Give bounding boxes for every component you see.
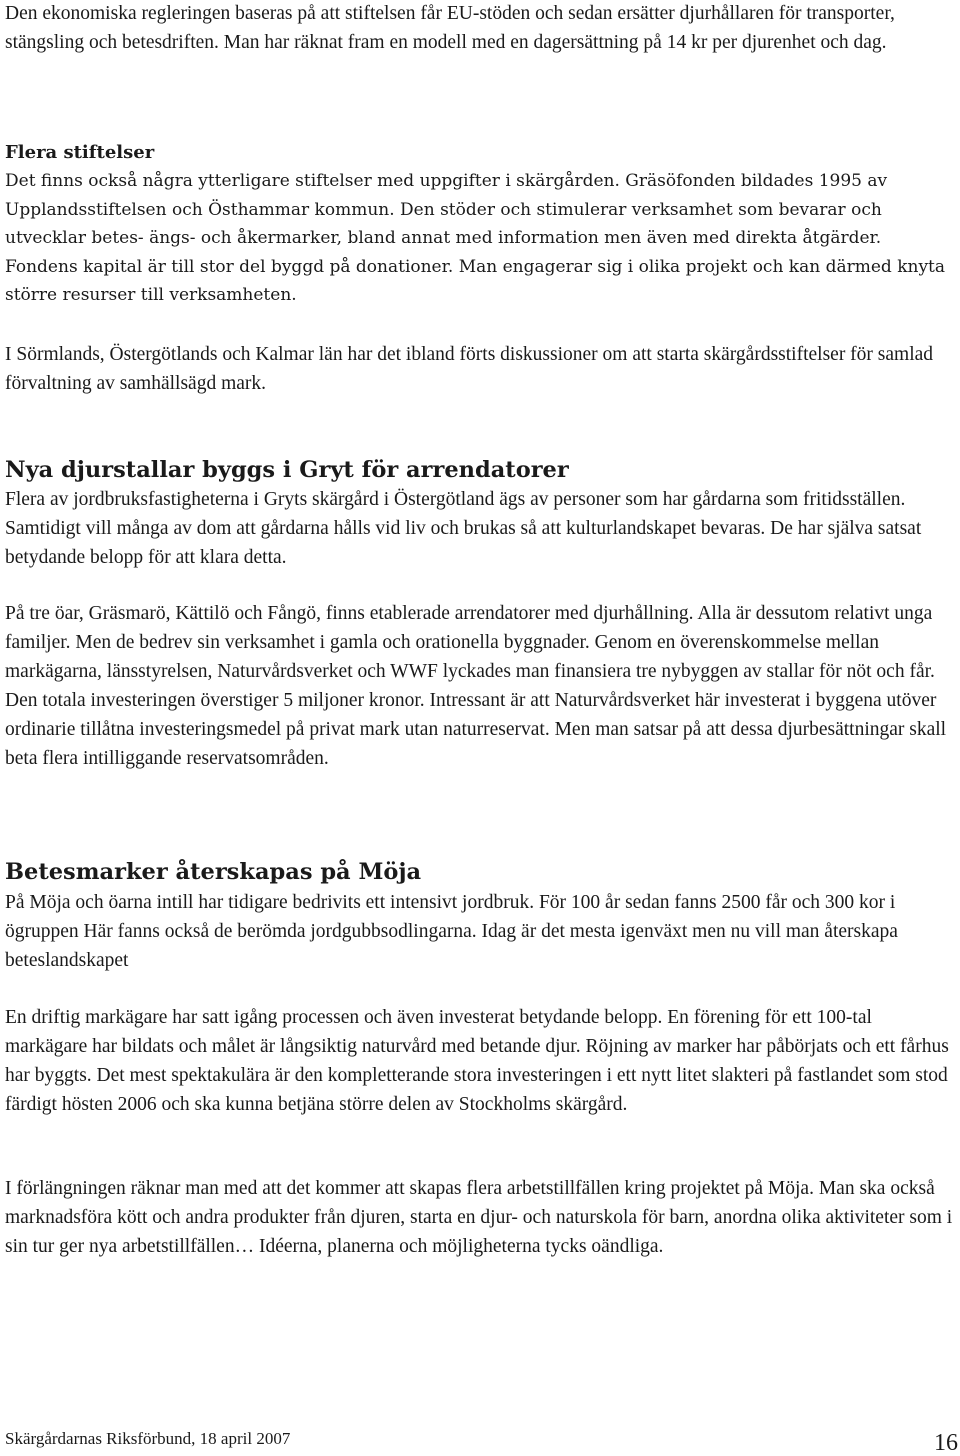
moja-paragraph-1: På Möja och öarna intill har tidigare bedrivits ett intensivt jordbruk. För 100 år sedan fanns 2500 får och 300 kor i ögruppen Här fanns också de berömda jordgubbsodlingarna. Idag är det mesta igenväxt men nu vill man återskapa beteslandskapet (5, 892, 898, 971)
flera-paragraph-1: Det finns också några ytterligare stiftelser med uppgifter i skärgården. Gräsöfonden bildades 1995 av Upplandsstiftelsen och Östhammar kommun. Den stöder och stimulerar verksamhet som bevarar och utvecklar betes- ängs- och åkermarker, bland annat med information men även med direkta åtgärder. Fondens kapital är till stor del byggd på donationer. Man engagerar sig i olika projekt och kan därmed knyta större resurser till verksamheten. (5, 171, 946, 305)
footer-source: Skärgårdarnas Riksförbund, 18 april 2007 (5, 1429, 291, 1448)
gryt-paragraph-2: På tre öar, Gräsmarö, Kättilö och Fångö, finns etablerade arrendatorer med djurhållning. Alla är dessutom relativt unga familjer. Men de bedrev sin verksamhet i gamla och orationella byggnader. Genom en överenskommelse mellan markägarna, länsstyrelsen, Naturvårdsverket och WWF lyckades man finansiera tre nybyggen av stallar för nöt och får. Den totala investeringen överstiger 5 miljoner kronor. Intressant är att Naturvårdsverket här investerat i byggena utöver ordinarie tillåtna investeringsmedel på privat mark utan naturreservat. Men man satsar på att dessa djurbesättningar skall beta flera intilliggande reservatsområden. (5, 603, 947, 769)
moja-paragraph-3: I förlängningen räknar man med att det kommer att skapas flera arbetstillfällen kring projektet på Möja. Man ska också marknadsföra kött och andra produkter från djuren, starta en djur- och naturskola för barn, anordna olika aktiviteter som i sin tur ger nya arbetstillfällen… Idéerna, planerna och möjligheterna tycks oändliga. (5, 1178, 953, 1257)
heading-moja: Betesmarker återskapas på Möja (5, 859, 422, 885)
moja-paragraph-2: En driftig markägare har satt igång processen och även investerat betydande belopp. En förening för ett 100-tal markägare har bildats och målet är långsiktig naturvård med betande djur. Röjning av marker har påbörjats och ett fårhus har byggts. Det mest spektakulära är den kompletterande stora investeringen i ett nytt litet slakteri på fastlandet som stod färdigt hösten 2006 och ska kunna betjäna större delen av Stockholms skärgård. (5, 1007, 949, 1115)
flera-paragraph-2: I Sörmlands, Östergötlands och Kalmar län har det ibland förts diskussioner om att starta skärgårdsstiftelser för samlad förvaltning av samhällsägd mark. (5, 344, 934, 394)
intro-paragraph: Den ekonomiska regleringen baseras på att stiftelsen får EU-stöden och sedan ersätter djurhållaren för transporter, stängsling och betesdriften. Man har räknat fram en modell med en dagersättning på 14 kr per djurenhet och dag. (5, 3, 895, 53)
page-number: 16 (934, 1430, 958, 1456)
gryt-paragraph-1: Flera av jordbruksfastigheterna i Gryts skärgård i Östergötland ägs av personer som har gårdarna som fritidsställen. Samtidigt vill många av dom att gårdarna hålls vid liv och brukas så att kulturlandskapet bevaras. De har själva satsat betydande belopp för att klara detta. (5, 489, 922, 568)
heading-gryt: Nya djurstallar byggs i Gryt för arrendatorer (5, 457, 569, 483)
heading-flera-stiftelser: Flera stiftelser (5, 142, 155, 163)
